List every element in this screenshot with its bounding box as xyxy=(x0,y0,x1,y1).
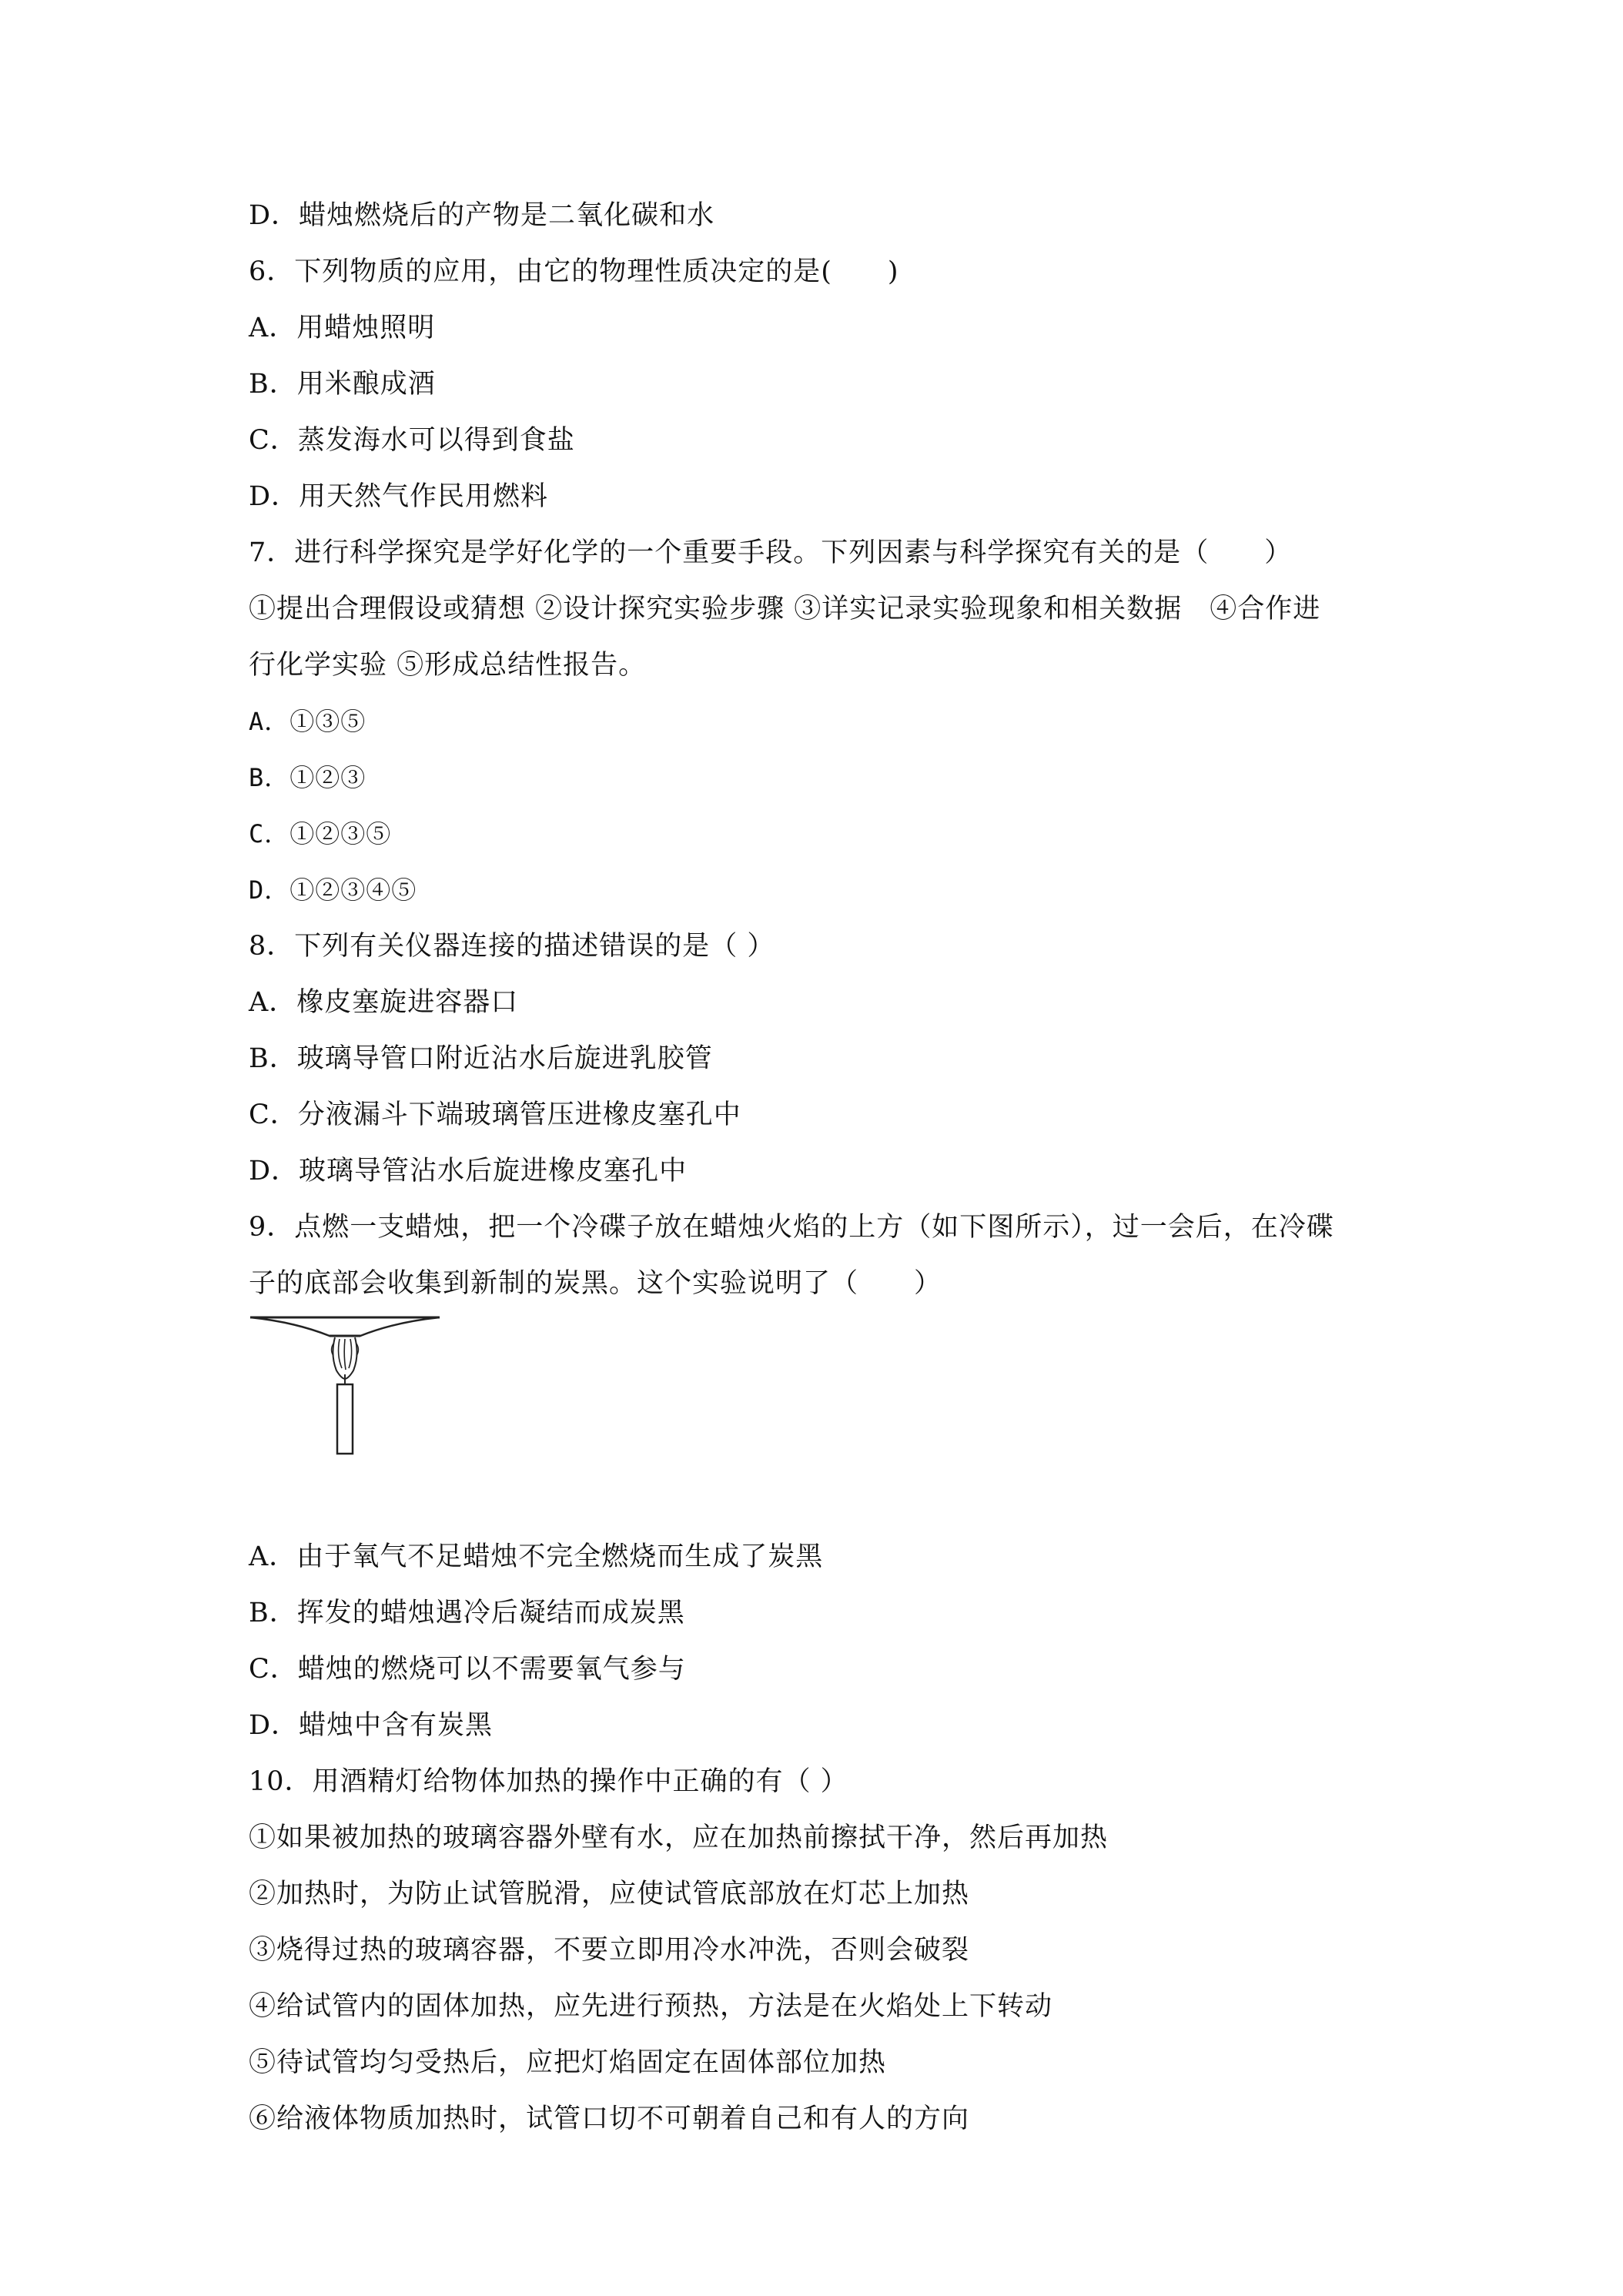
candle-body xyxy=(337,1384,353,1454)
q8-option-c: C．分液漏斗下端玻璃管压进橡皮塞孔中 xyxy=(249,1099,741,1130)
q9-option-a: A．由于氧气不足蜡烛不完全燃烧而生成了炭黑 xyxy=(249,1541,824,1572)
q10-statement-4: ④给试管内的固体加热，应先进行预热，方法是在火焰处上下转动 xyxy=(249,1991,1053,2022)
q8-option-b: B．玻璃导管口附近沾水后旋进乳胶管 xyxy=(249,1043,713,1074)
q7-factors-line-2: 行化学实验 ⑤形成总结性报告。 xyxy=(249,650,647,681)
q6-option-b: B．用米酿成酒 xyxy=(249,369,436,400)
q7-option-b: B．①②③ xyxy=(249,763,366,792)
q9-option-d: D．蜡烛中含有炭黑 xyxy=(249,1710,494,1741)
flame-line xyxy=(344,1339,346,1370)
flame-line xyxy=(339,1339,342,1368)
q8-option-d: D．玻璃导管沾水后旋进橡皮塞孔中 xyxy=(249,1156,688,1186)
q10-statement-1: ①如果被加热的玻璃容器外壁有水，应在加热前擦拭干净，然后再加热 xyxy=(249,1822,1109,1853)
q10-statement-5: ⑤待试管均匀受热后，应把灯焰固定在固体部位加热 xyxy=(249,2047,887,2078)
q8-stem: 8．下列有关仪器连接的描述错误的是（ ） xyxy=(249,931,775,962)
q10-stem: 10．用酒精灯给物体加热的操作中正确的有（ ） xyxy=(249,1766,848,1797)
q9-option-b: B．挥发的蜡烛遇冷后凝结而成炭黑 xyxy=(249,1598,685,1628)
q5-option-d: D．蜡烛燃烧后的产物是二氧化碳和水 xyxy=(249,200,715,231)
q8-option-a: A．橡皮塞旋进容器口 xyxy=(249,987,519,1018)
q7-option-c: C．①②③⑤ xyxy=(249,819,392,848)
q6-option-a: A．用蜡烛照明 xyxy=(249,313,436,343)
dish-body xyxy=(250,1317,440,1336)
q7-option-a: A．①③⑤ xyxy=(249,707,366,736)
q6-option-c: C．蒸发海水可以得到食盐 xyxy=(249,425,575,456)
flame-line xyxy=(349,1339,352,1368)
q9-option-c: C．蜡烛的燃烧可以不需要氧气参与 xyxy=(249,1654,686,1685)
q7-option-d: D．①②③④⑤ xyxy=(249,875,417,905)
q7-factors-line-1: ①提出合理假设或猜想 ②设计探究实验步骤 ③详实记录实验现象和相关数据 ④合作进 xyxy=(249,594,1321,624)
q7-stem: 7．进行科学探究是学好化学的一个重要手段。下列因素与科学探究有关的是（ ） xyxy=(249,537,1293,568)
q9-stem-line-1: 9．点燃一支蜡烛，把一个冷碟子放在蜡烛火焰的上方（如下图所示），过一会后，在冷碟 xyxy=(249,1212,1334,1243)
q10-statement-6: ⑥给液体物质加热时，试管口切不可朝着自己和有人的方向 xyxy=(249,2104,970,2134)
candle-dish-figure xyxy=(249,1313,441,1455)
q9-stem-line-2: 子的底部会收集到新制的炭黑。这个实验说明了（ ） xyxy=(249,1268,942,1299)
q6-option-d: D．用天然气作民用燃料 xyxy=(249,481,549,512)
q10-statement-3: ③烧得过热的玻璃容器，不要立即用冷水冲洗，否则会破裂 xyxy=(249,1935,970,1966)
q10-statement-2: ②加热时，为防止试管脱滑，应使试管底部放在灯芯上加热 xyxy=(249,1879,970,1909)
q6-stem: 6．下列物质的应用，由它的物理性质决定的是( ) xyxy=(249,256,899,287)
